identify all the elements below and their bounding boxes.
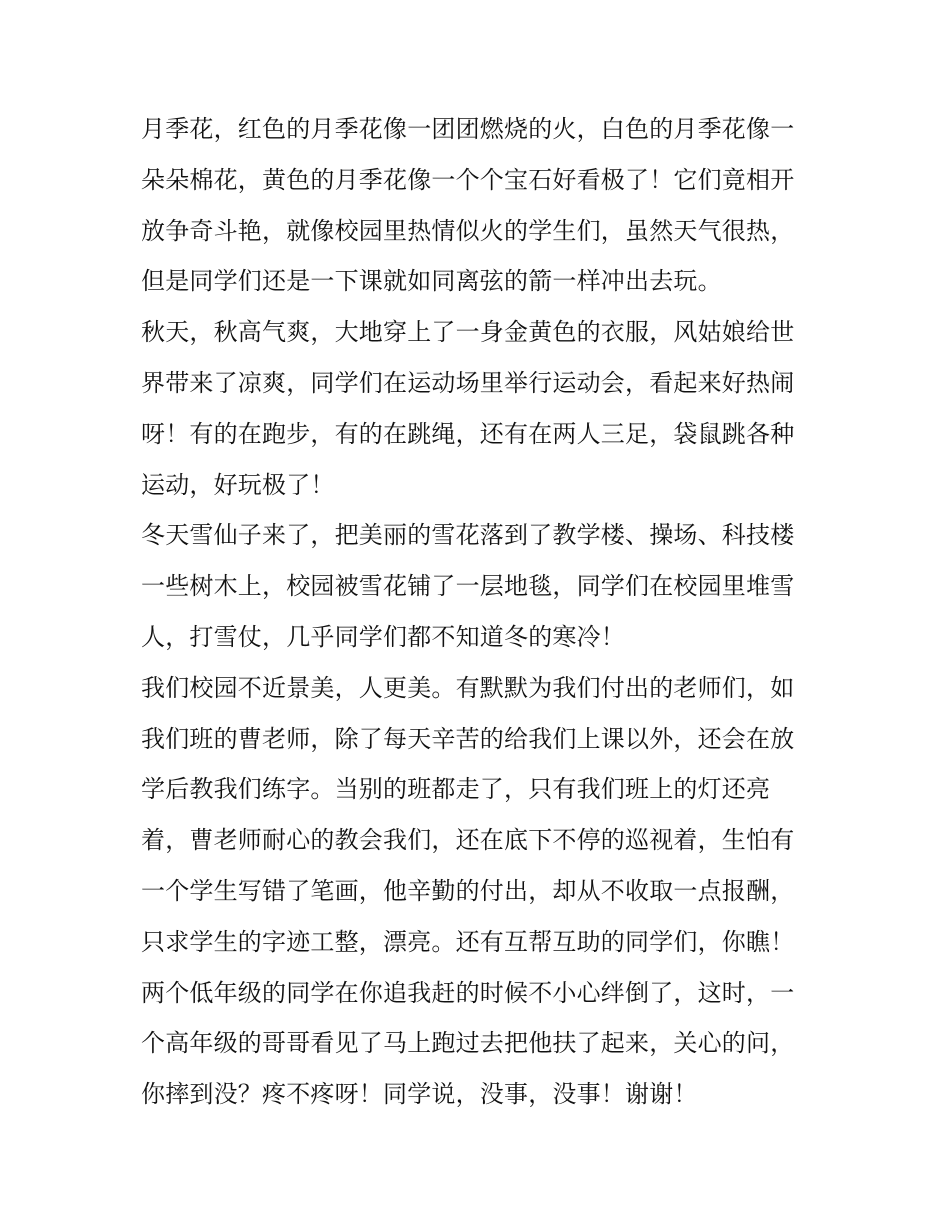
text-line: 但是同学们还是一下课就如同离弦的箭一样冲出去玩。 (141, 267, 722, 296)
text-line: 放争奇斗艳，就像校园里热情似火的学生们，虽然天气很热， (141, 216, 795, 245)
text-line: 冬天雪仙子来了，把美丽的雪花落到了教学楼、操场、科技楼 (141, 521, 795, 550)
text-line: 月季花，红色的月季花像一团团燃烧的火，白色的月季花像一 (141, 115, 795, 143)
text-line: 界带来了凉爽，同学们在运动场里举行运动会，看起来好热闹 (141, 368, 795, 397)
text-line: 只求学生的字迹工整，漂亮。还有互帮互助的同学们，你瞧！ (141, 927, 795, 956)
essay-text (141, 104, 821, 1120)
text-line: 一个学生写错了笔画，他辛勤的付出，却从不收取一点报酬， (141, 876, 795, 905)
text-line: 我们班的曹老师，除了每天辛苦的给我们上课以外，还会在放 (141, 724, 795, 753)
text-line: 一些树木上，校园被雪花铺了一层地毯，同学们在校园里堆雪 (141, 572, 795, 601)
text-line: 学后教我们练字。当别的班都走了，只有我们班上的灯还亮 (141, 775, 771, 804)
text-line: 着，曹老师耐心的教会我们，还在底下不停的巡视着，生怕有 (141, 826, 795, 855)
text-line: 我们校园不近景美，人更美。有默默为我们付出的老师们，如 (141, 673, 795, 702)
text-line: 个高年级的哥哥看见了马上跑过去把他扶了起来，关心的问， (141, 1029, 795, 1058)
text-line: 朵朵棉花，黄色的月季花像一个个宝石好看极了！它们竟相开 (141, 165, 795, 194)
text-line: 两个低年级的同学在你追我赶的时候不小心绊倒了，这时，一 (141, 978, 795, 1007)
text-line: 你摔到没？疼不疼呀！同学说，没事，没事！谢谢！ (141, 1080, 698, 1109)
text-line: 人，打雪仗，几乎同学们都不知道冬的寒冷！ (141, 622, 625, 651)
text-line: 秋天，秋高气爽，大地穿上了一身金黄色的衣服，风姑娘给世 (141, 318, 795, 347)
text-line: 呀！有的在跑步，有的在跳绳，还有在两人三足，袋鼠跳各种 (141, 419, 795, 448)
text-line: 运动，好玩极了！ (141, 470, 335, 499)
